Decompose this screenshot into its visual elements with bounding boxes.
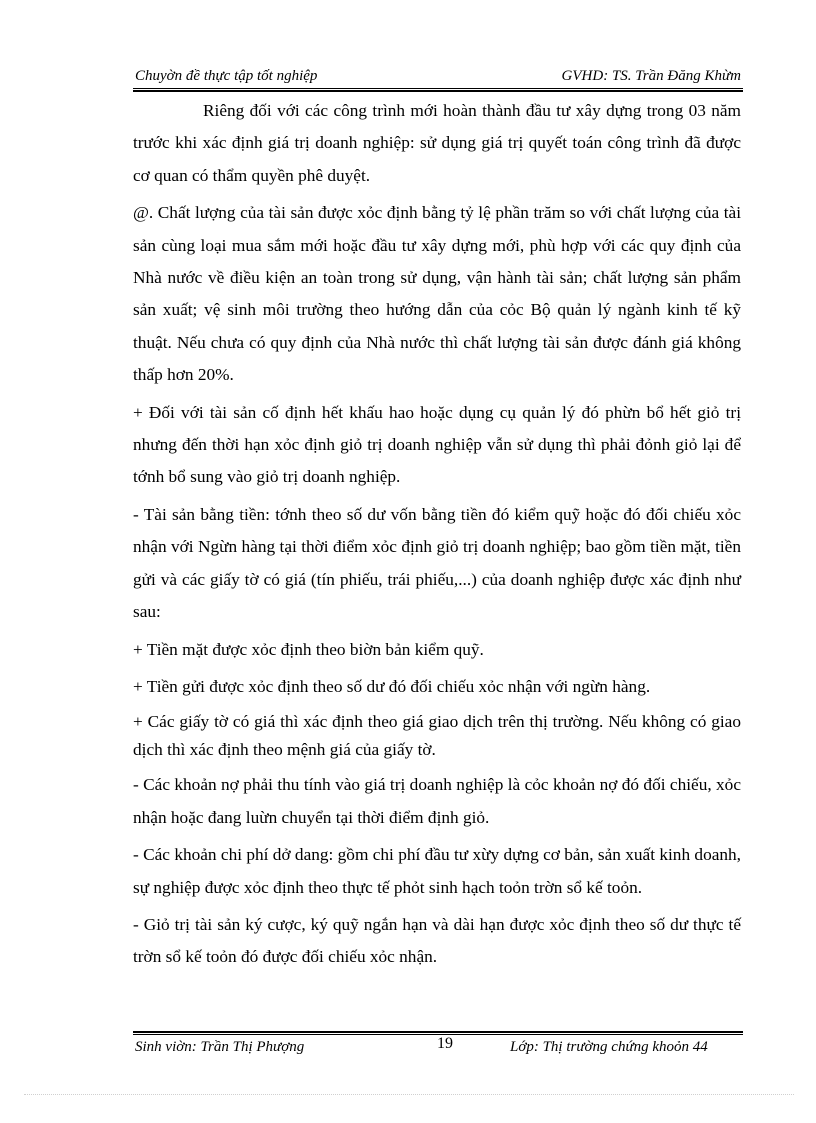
header-course-title: Chuyờn đề thực tập tốt nghiệp	[135, 68, 318, 84]
footer-class-name: Lớp: Thị trường chứng khoỏn 44	[510, 1039, 708, 1055]
page-number: 19	[437, 1035, 453, 1052]
page-edge-divider	[24, 1094, 794, 1095]
paragraph: + Tiền gửi được xỏc định theo số dư đó đối chiếu xỏc nhận với ngừn hàng.	[133, 676, 651, 696]
paragraph: - Tài sản bằng tiền: tớnh theo số dư vốn bằng tiền đó kiểm quỹ hoặc đó đối chiếu xỏc nhận với Ngừn hàng tại thời điểm xỏc định giỏ trị doanh nghiệp; bao gồm tiền mặt, tiền gửi và các giấy tờ có giá (tín phiếu, trái phiếu,...) của doanh nghiệp được xác định như sau:	[133, 504, 741, 622]
document-body	[133, 95, 741, 979]
paragraph: + Đối với tài sản cố định hết khấu hao hoặc dụng cụ quản lý đó phừn bổ hết giỏ trị nhưng đến thời hạn xỏc định giỏ trị doanh nghiệp vẫn sử dụng thì phải đỏnh giỏ lại để tớnh bổ sung vào giỏ trị doanh nghiệp.	[133, 402, 741, 487]
paragraph: + Tiền mặt được xỏc định theo biờn bản kiểm quỹ.	[133, 639, 484, 659]
footer-student-name: Sinh viờn: Trần Thị Phượng	[135, 1039, 305, 1055]
paragraph: - Các khoản nợ phải thu tính vào giá trị doanh nghiệp là cỏc khoản nợ đó đối chiếu, xỏc nhận hoặc đang luừn chuyển tại thời điểm định giỏ.	[133, 775, 741, 827]
header-supervisor: GVHD: TS. Trần Đăng Khừm	[561, 68, 741, 84]
paragraph: - Giỏ trị tài sản ký cược, ký quỹ ngắn hạn và dài hạn được xỏc định theo số dư thực tế trờn sổ kế toỏn đó được đối chiếu xỏc nhận.	[133, 914, 741, 967]
paragraph: Riêng đối với các công trình mới hoàn thành đầu tư xây dựng trong 03 năm trước khi xác định giá trị doanh nghiệp: sử dụng giá trị quyết toán công trình đã được cơ quan có thẩm quyền phê duyệt.	[133, 101, 741, 185]
paragraph: - Các khoản chi phí dở dang: gồm chi phí đầu tư xừy dựng cơ bản, sản xuất kinh doanh, sự nghiệp được xỏc định theo thực tế phỏt sinh hạch toỏn trờn sổ kế toỏn.	[133, 845, 741, 897]
page-header	[133, 66, 743, 89]
page-footer	[133, 1034, 743, 1061]
paragraph: @. Chất lượng của tài sản được xỏc định bằng tỷ lệ phần trăm so với chất lượng của tài sản cùng loại mua sắm mới hoặc đầu tư xây dựng mới, phù hợp với các quy định của Nhà nước về điều kiện an toàn trong sử dụng, vận hành tài sản; chất lượng sản phẩm sản xuất; vệ sinh môi trường theo hướng dẫn của cỏc Bộ quản lý ngành kinh tế kỹ thuật. Nếu chưa có quy định của Nhà nước thì chất lượng tài sản được đánh giá không thấp hơn 20%.	[133, 203, 741, 385]
paragraph: + Các giấy tờ có giá thì xác định theo giá giao dịch trên thị trường. Nếu không có giao dịch thì xác định theo mệnh giá của giấy tờ.	[133, 712, 741, 760]
